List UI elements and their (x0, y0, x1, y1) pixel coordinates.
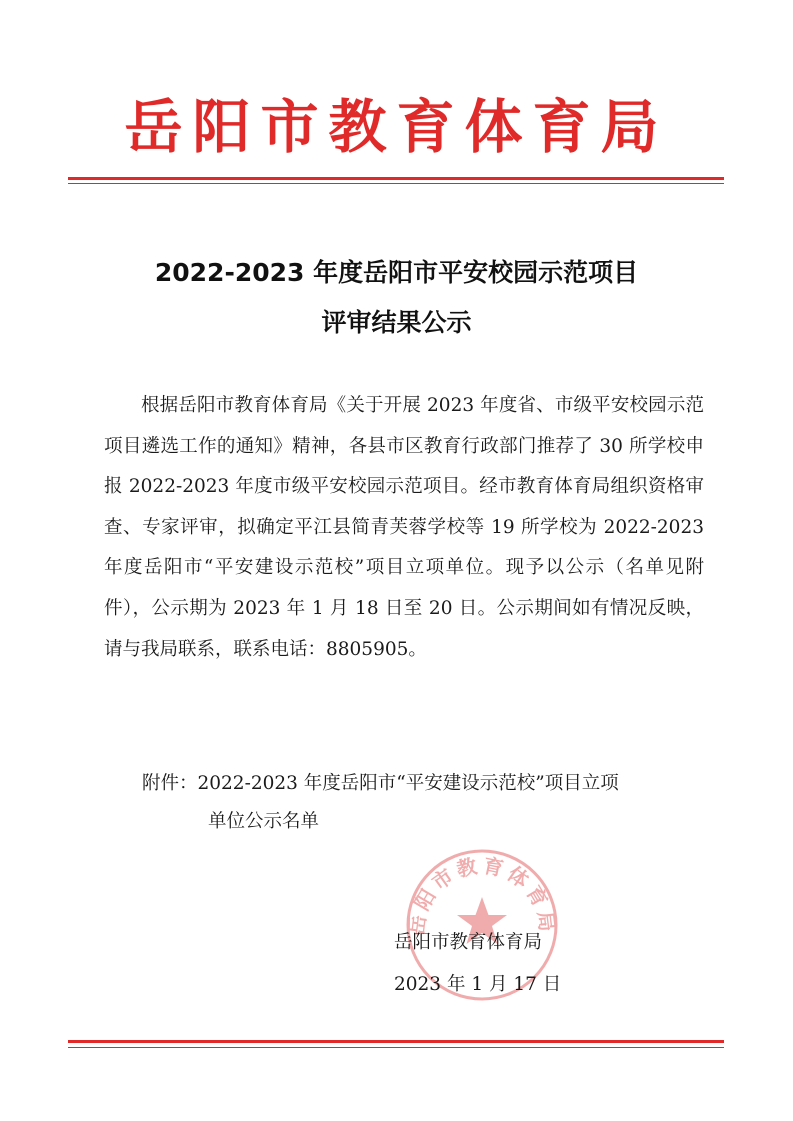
signature-date: 2023 年 1 月 17 日 (394, 974, 562, 995)
document-title-line2: 评审结果公示 (321, 308, 472, 337)
letterhead-divider-top (68, 177, 724, 180)
body-paragraph: 根据岳阳市教育体育局《关于开展 2023 年度省、市级平安校园示范项目遴选工作的通知》精神，各县市区教育行政部门推荐了 30 所学校申报 2022-2023 年度市级平安校园示范项目。经市教育体育局组织资格审查、专家评审，拟确定平江县简青芙蓉学校等 19 所学校为 2022-2023 年度岳阳市“平安建设示范校”项目立项单位。现予以公示（名单见附件），公示期为 2023 年 1 月 18 日至 20 日。公示期间如有情况反映，请与我局联系，联系电话：8805905。 (104, 395, 704, 660)
svg-text:岳阳市教育体育局: 岳阳市教育体育局 (404, 853, 560, 937)
letterhead-title: 岳阳市教育体育局 (124, 93, 669, 161)
body-text (104, 386, 704, 670)
attachment-line1: 附件：2022-2023 年度岳阳市“平安建设示范校”项目立项 (142, 773, 619, 794)
letterhead-divider-bottom (68, 183, 724, 184)
attachment-line2: 单位公示名单 (208, 811, 320, 832)
signer-org: 岳阳市教育体育局 (394, 932, 543, 953)
footer-divider-bottom (68, 1047, 724, 1048)
footer-divider-top (68, 1040, 724, 1043)
document-title-line1: 2022-2023 年度岳阳市平安校园示范项目 (154, 258, 639, 287)
attachment-note (142, 765, 702, 841)
